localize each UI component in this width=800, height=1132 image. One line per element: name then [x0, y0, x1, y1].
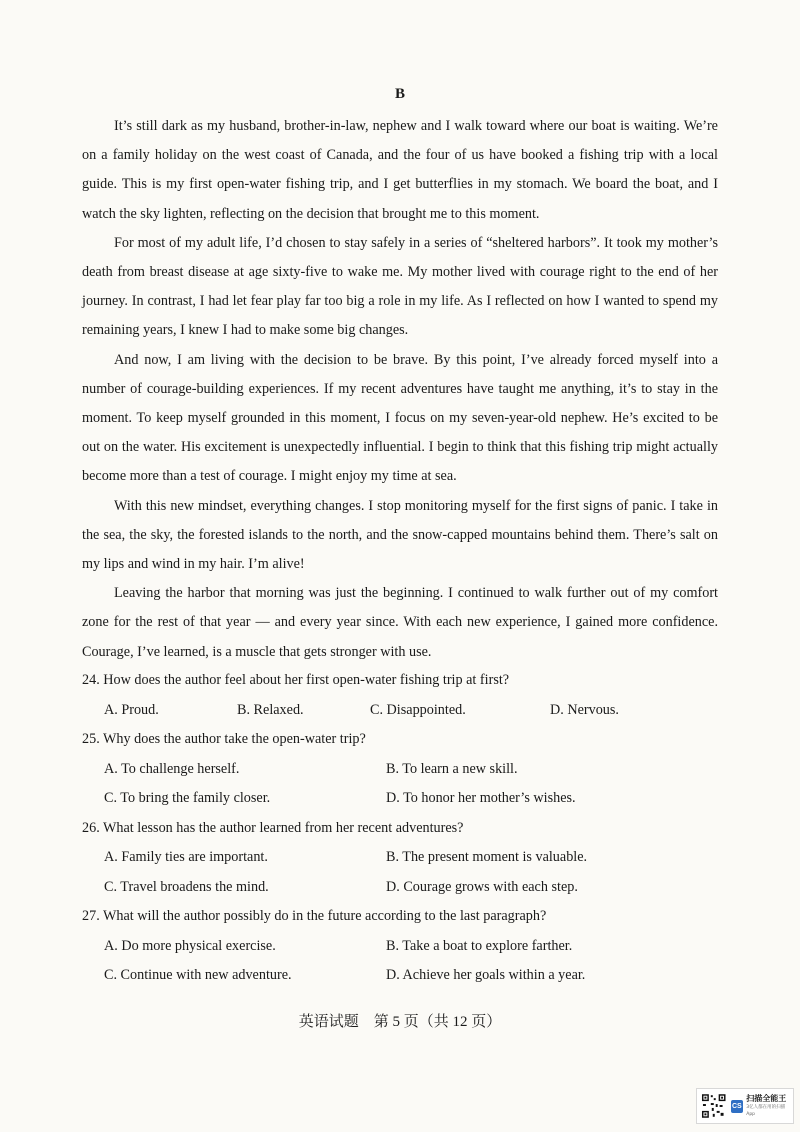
scanner-watermark	[696, 1088, 794, 1124]
option-c: C. Continue with new adventure.	[104, 967, 292, 983]
scanner-subtitle: 3亿人都在用的扫描App	[746, 1105, 786, 1117]
reading-passage	[82, 112, 718, 667]
question-25	[82, 725, 718, 814]
option-d: D. Courage grows with each step.	[386, 878, 578, 895]
option-a: A. Do more physical exercise.	[104, 937, 276, 954]
option-b: B. Relaxed.	[237, 701, 304, 718]
question-26	[82, 814, 718, 903]
option-b: B. To learn a new skill.	[386, 760, 518, 777]
options-row	[82, 784, 718, 814]
passage-paragraph-5: Leaving the harbor that morning was just the beginning. I continued to walk further out of my comfort zone for the rest of that year — and every year since. With each new experience, I gained more confidence. Courage, I’ve learned, is a muscle that gets stronger with use.	[82, 585, 718, 660]
question-stem: 27. What will the author possibly do in the future according to the last paragraph?	[82, 908, 547, 924]
option-b: B. The present moment is valuable.	[386, 849, 588, 865]
option-c: C. Disappointed.	[370, 701, 466, 718]
option-d: D. To honor her mother’s wishes.	[386, 790, 576, 806]
option-c: C. Travel broadens the mind.	[104, 878, 269, 895]
option-d: D. Achieve her goals within a year.	[386, 967, 586, 983]
option-a: A. Family ties are important.	[104, 849, 268, 865]
question-stem: 26. What lesson has the author learned from her recent adventures?	[82, 819, 464, 836]
passage-paragraph-1: It’s still dark as my husband, brother-in-law, nephew and I walk toward where our boat is waiting. We’re on a family holiday on the west coast of Canada, and the four of us have booked a fishing trip with a local guide. This is my first open-water fishing trip, and I get butterflies in my stomach. We board the boat, and I watch the sky lighten, reflecting on the decision that brought me to this moment.	[82, 118, 718, 222]
option-a: A. Proud.	[104, 701, 159, 718]
option-d: D. Nervous.	[550, 701, 619, 718]
options-row	[82, 755, 718, 785]
question-list	[82, 666, 718, 991]
options-row	[82, 873, 718, 903]
question-stem: 25. Why does the author take the open-water trip?	[82, 731, 366, 747]
option-a: A. To challenge herself.	[104, 760, 240, 777]
scanner-title: 扫描全能王	[746, 1094, 787, 1103]
question-24	[82, 666, 718, 725]
question-stem: 24. How does the author feel about her first open-water fishing trip at first?	[82, 672, 510, 688]
camscanner-logo-icon: CS	[731, 1100, 744, 1113]
question-27	[82, 902, 718, 991]
options-row	[82, 932, 718, 962]
options-row	[82, 696, 718, 726]
option-c: C. To bring the family closer.	[104, 790, 271, 806]
passage-paragraph-2: For most of my adult life, I’d chosen to stay safely in a series of “sheltered harbors”. It took my mother’s death from breast disease at age sixty-five to wake me. My mother lived with courage right to the end of her journey. In contrast, I had let fear play far too big a role in my life. As I reflected on how I wanted to spend my remaining years, I knew I had to make some big changes.	[82, 234, 718, 339]
passage-paragraph-3: And now, I am living with the decision to be brave. By this point, I’ve already forced myself into a number of courage-building experiences. If my recent adventures have taught me anything, it’s to stay in the moment. To keep myself grounded in this moment, I focus on my seven-year-old nephew. He’s excited to be out on the water. His excitement is unexpectedly influential. I begin to think that this fishing trip might actually become more than a test of courage. I might enjoy my time at sea.	[82, 351, 718, 485]
option-b: B. Take a boat to explore farther.	[386, 937, 573, 954]
page-footer: 英语试题 第 5 页（共 12 页）	[298, 1014, 502, 1030]
options-row	[82, 961, 718, 991]
passage-paragraph-4: With this new mindset, everything changes. I stop monitoring myself for the first signs of panic. I take in the sea, the sky, the forested islands to the north, and the snow-capped mountains behind them. There’s salt on my lips and wind in my hair. I’m alive!	[82, 497, 718, 573]
qr-code-icon	[701, 1093, 727, 1119]
section-heading: B	[394, 86, 405, 102]
options-row	[82, 843, 718, 873]
